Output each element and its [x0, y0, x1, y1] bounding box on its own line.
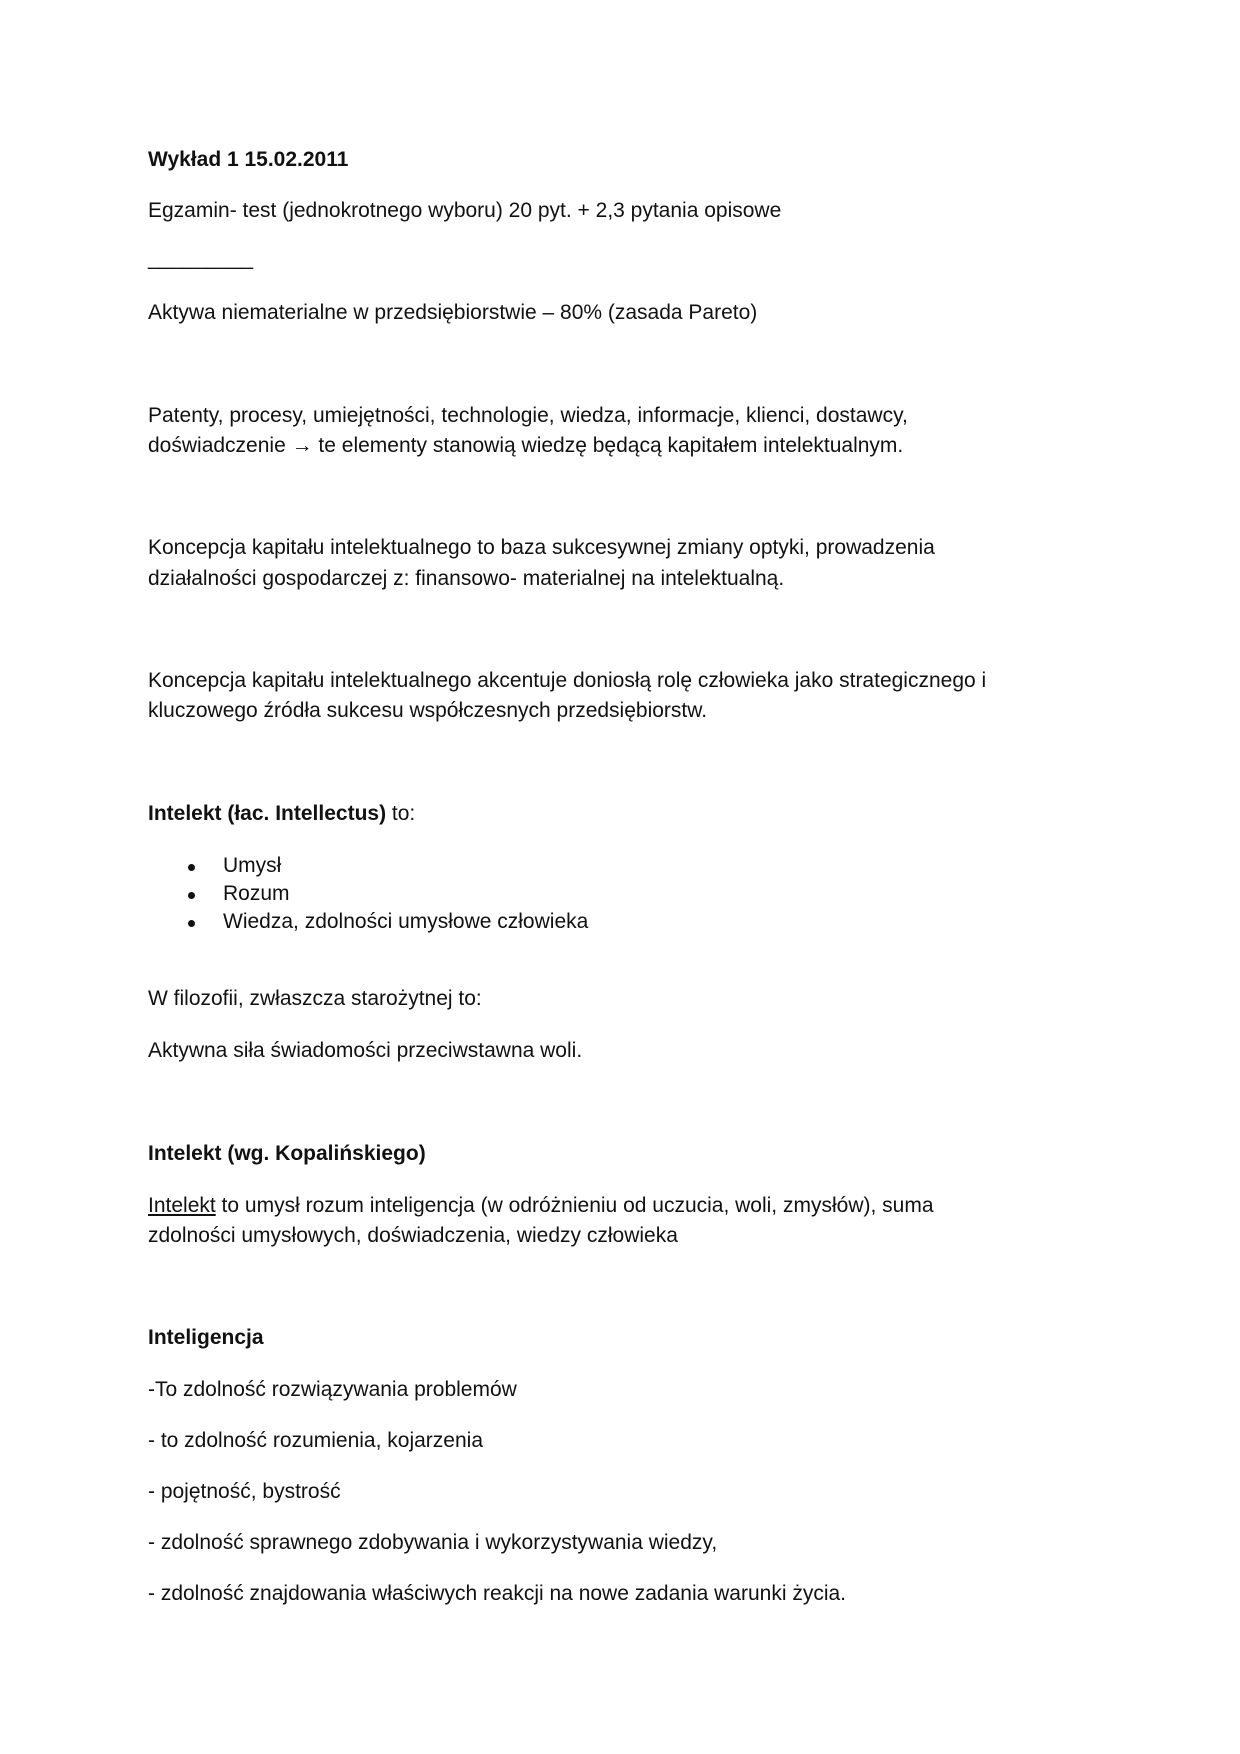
paragraph-assets: Aktywa niematerialne w przedsiębiorstwie – 80% (zasada Pareto) — [148, 301, 758, 324]
separator-line: _________ — [148, 247, 254, 270]
paragraph-active-force: Aktywna siła świadomości przeciwstawna woli. — [148, 1039, 583, 1062]
list-item: - zdolność sprawnego zdobywania i wykorzystywania wiedzy, — [148, 1531, 718, 1554]
paragraph-philosophy: W filozofii, zwłaszcza starożytnej to: — [148, 987, 482, 1010]
intelligence-heading: Inteligencja — [148, 1326, 264, 1349]
intellect-heading — [148, 799, 415, 829]
list-item: - to zdolność rozumienia, kojarzenia — [148, 1429, 483, 1452]
intellect-bullet-list — [148, 852, 588, 936]
kopalinski-definition-rest: to umysł rozum inteligencja (w odróżnieniu od uczucia, woli, zmysłów), suma — [215, 1194, 934, 1217]
list-item: - pojętność, bystrość — [148, 1480, 341, 1503]
list-item: - zdolność znajdowania właściwych reakcji na nowe zadania warunki życia. — [148, 1582, 847, 1605]
intelekt-word: Intelekt — [148, 1194, 216, 1217]
intellect-heading-rest: to: — [386, 802, 416, 825]
paragraph-concept1-line1: Koncepcja kapitału intelektualnego to baza sukcesywnej zmiany optyki, prowadzenia — [148, 536, 935, 559]
list-item: -To zdolność rozwiązywania problemów — [148, 1378, 517, 1401]
kopalinski-definition-line2: zdolności umysłowych, doświadczenia, wiedzy człowieka — [148, 1224, 678, 1247]
paragraph-patents-line1: Patenty, procesy, umiejętności, technologie, wiedza, informacje, klienci, dostawcy, — [148, 404, 908, 427]
paragraph-patents-line2: doświadczenie → te elementy stanowią wiedzę będącą kapitałem intelektualnym. — [148, 434, 904, 457]
list-item: Rozum — [148, 880, 588, 908]
paragraph-concept2-line1: Koncepcja kapitału intelektualnego akcentuje doniosłą rolę człowieka jako strategicznego i — [148, 669, 987, 692]
list-item: Wiedza, zdolności umysłowe człowieka — [148, 908, 588, 936]
kopalinski-heading: Intelekt (wg. Kopalińskiego) — [148, 1142, 426, 1165]
lecture-title: Wykład 1 15.02.2011 — [148, 148, 349, 171]
exam-info: Egzamin- test (jednokrotnego wyboru) 20 pyt. + 2,3 pytania opisowe — [148, 199, 782, 222]
kopalinski-definition-line1 — [148, 1191, 934, 1221]
intellect-heading-bold: Intelekt (łac. Intellectus) — [148, 802, 387, 825]
list-item: Umysł — [148, 852, 588, 880]
paragraph-concept1-line2: działalności gospodarczej z: finansowo- materialnej na intelektualną. — [148, 567, 785, 590]
paragraph-concept2-line2: kluczowego źródła sukcesu współczesnych przedsiębiorstw. — [148, 699, 708, 722]
